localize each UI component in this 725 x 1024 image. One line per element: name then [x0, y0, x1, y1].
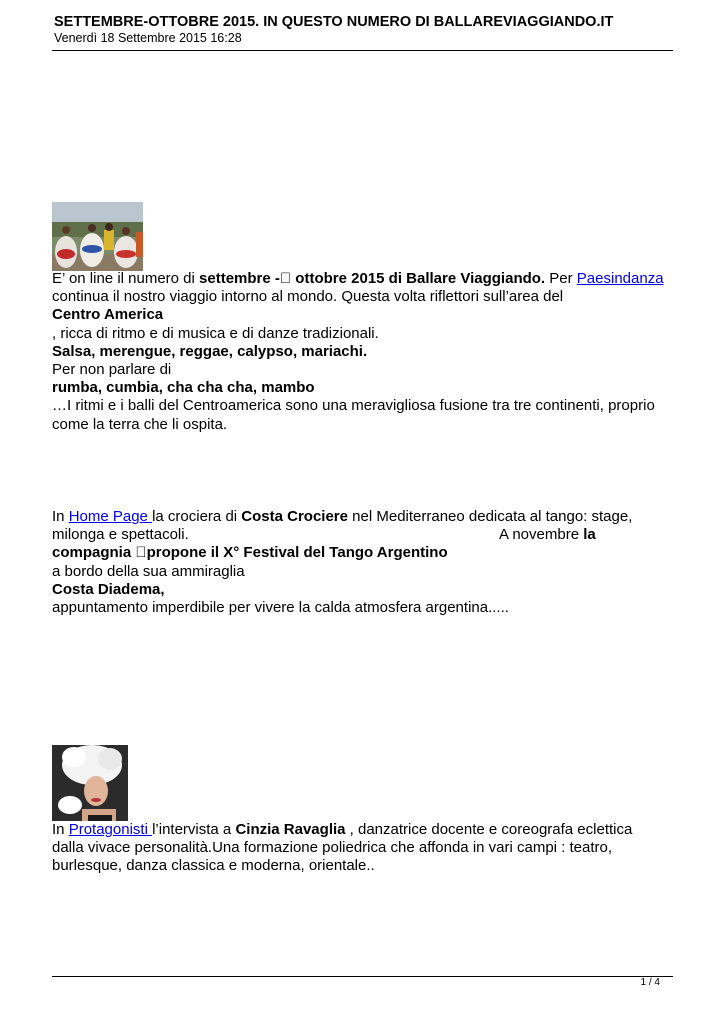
dancer-portrait-photo	[52, 745, 128, 821]
home-page-link[interactable]: Home Page	[68, 508, 153, 525]
page-header	[54, 14, 673, 46]
publish-date: Venerdì 18 Settembre 2015 16:28	[54, 31, 242, 45]
paesindanza-link[interactable]: Paesindanza	[576, 270, 664, 287]
article-costa-crociere: In Home Page la crociera di Costa Crociere nel Mediterraneo dedicata al tango: stage, milonga e spettacoli. A novembre la compagnia  propone il X° Festival del Tango Argentino a bordo della sua ammiraglia Costa Diadema, appuntamento imperdibile per vivere la calda atmosfera argentina.....	[52, 508, 633, 617]
article-paesindanza: E’ on line il numero di settembre -  ottobre 2015 di Ballare Viaggiando. Per Paesindanza continua il nostro viaggio intorno al mondo. Questa volta riflettori sull’area del Centro America , ricca di ritmo e di musica e di danze tradizionali. Salsa, merengue, reggae, calypso, mariachi. Per non parlare di rumba, cumbia, cha cha cha, mambo …I ritmi e i balli del Centroamerica sono una meravigliosa fusione tra tre continenti, proprio come la terra che li ospita.	[52, 270, 664, 433]
footer-divider	[52, 976, 673, 977]
page-title: SETTEMBRE-OTTOBRE 2015. IN QUESTO NUMERO DI BALLAREVIAGGIANDO.IT	[54, 14, 614, 30]
page-number: 1 / 4	[640, 977, 660, 988]
header-divider	[52, 50, 673, 51]
article-protagonisti: In Protagonisti l’intervista a Cinzia Ravaglia , danzatrice docente e coreografa eclettica dalla vivace personalità.Una formazione poliedrica che affonda in vari campi : teatro, burlesque, danza classica e moderna, orientale..	[52, 821, 633, 875]
dancers-photo	[52, 202, 143, 271]
protagonisti-link[interactable]: Protagonisti	[68, 821, 153, 838]
